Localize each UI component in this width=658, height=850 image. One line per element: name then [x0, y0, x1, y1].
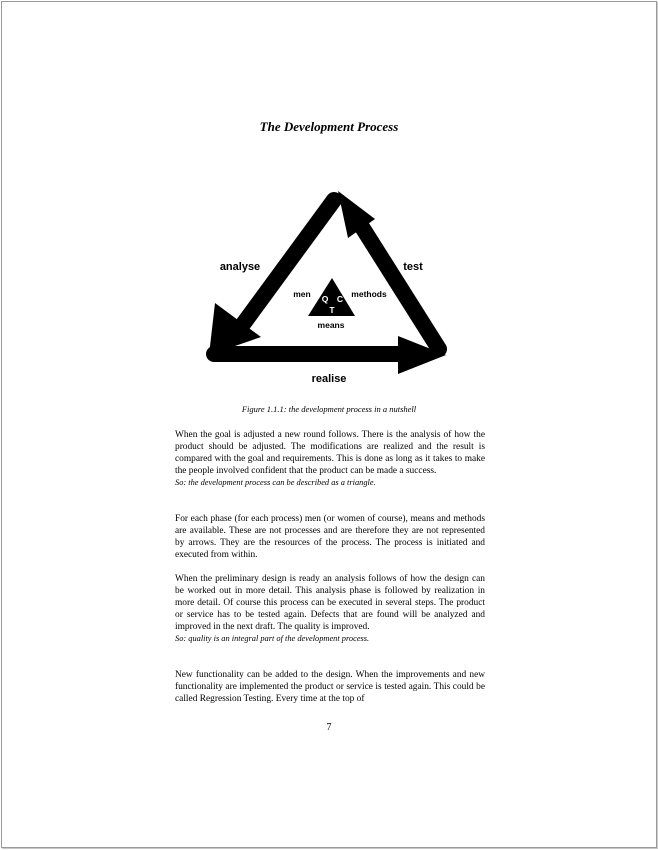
paragraph-text: For each phase (for each process) men (or women of course), means and methods are available. These are not processes and are therefore they are not represented by arrows. They are the resources of the process. The process is initiated and executed from within. — [175, 514, 485, 560]
time-letter: T — [329, 305, 335, 315]
paragraph-text: When the goal is adjusted a new round follows. There is the analysis of how the product should be adjusted. The modifications are realized and the result is compared with the goal and requirements. This is done as long as it takes to make the people involved confident that the product can be made a success. — [175, 430, 485, 476]
realise-arrow — [214, 336, 446, 374]
methods-label: methods — [351, 289, 387, 299]
test-label: test — [403, 261, 423, 273]
men-label: men — [293, 289, 311, 299]
page-title: The Development Process — [259, 119, 399, 134]
means-label: means — [317, 320, 345, 330]
paragraph-4 — [175, 669, 485, 705]
figure-caption: Figure 1.1.1: the development process in a nutshell — [241, 404, 417, 414]
paragraph-text: When the preliminary design is ready an analysis follows of how the design can be worked out in more detail. This analysis phase is followed by realization in more detail. Of course this process can be executed in several steps. The product or service has to be tested again. Defects that are found will be analyzed and improved in the next draft. The quality is improved. — [175, 574, 485, 632]
quality-letter: Q — [321, 294, 329, 304]
document-page — [1, 1, 657, 848]
test-arrow — [338, 191, 439, 349]
cost-letter: C — [336, 294, 344, 304]
paragraph-3 — [175, 573, 485, 645]
development-triangle-diagram — [2, 2, 656, 402]
paragraph-1 — [175, 429, 485, 489]
analyse-arrow — [209, 200, 334, 355]
analyse-label: analyse — [219, 261, 261, 273]
paragraph-2 — [175, 513, 485, 561]
page-number: 7 — [326, 722, 332, 733]
paragraph-emphasis: So: quality is an integral part of the development process. — [175, 634, 370, 643]
paragraph-text: New functionality can be added to the design. When the improvements and new functionality are implemented the product or service is tested again. This could be called Regression Testing. Every time at the top of — [175, 670, 485, 704]
paragraph-emphasis: So: the development process can be described as a triangle. — [175, 478, 376, 487]
realise-label: realise — [311, 373, 347, 385]
